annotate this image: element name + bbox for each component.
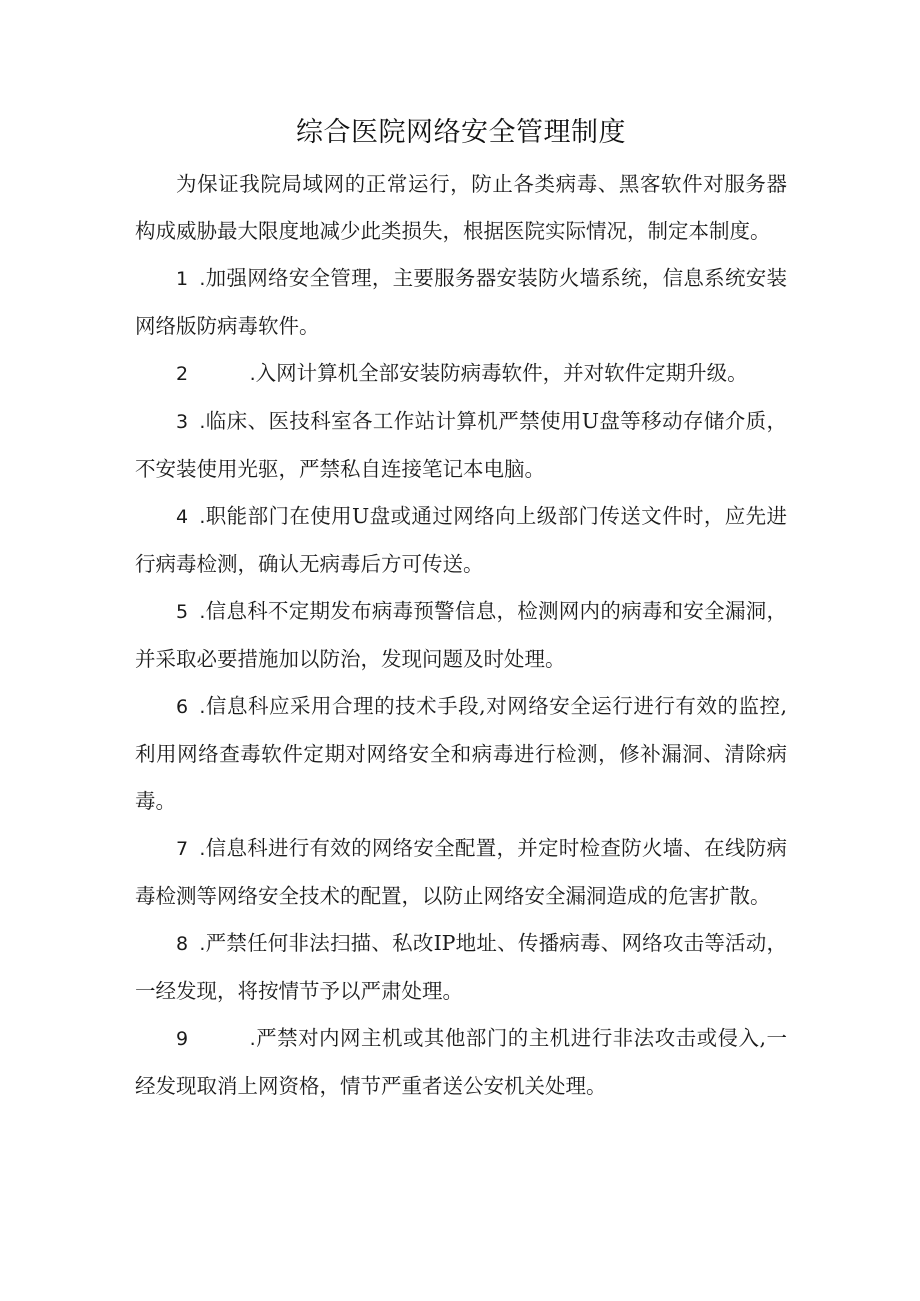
item-separator: . (199, 837, 206, 860)
item-separator: . (199, 410, 206, 433)
numbered-item (135, 1015, 787, 1110)
item-text: 入网计算机全部安装防病毒软件，并对软件定期升级。 (255, 360, 748, 385)
item-separator: . (199, 695, 206, 718)
numbered-item (135, 255, 787, 350)
item-text: 严禁任何非法扫描、私改IP地址、传播病毒、网络攻击等活动，一经发现，将按情节予以严肃处理。 (135, 930, 787, 1003)
item-text: 信息科应采用合理的技术手段,对网络安全运行进行有效的监控,利用网络查毒软件定期对网络安全和病毒进行检测，修补漏洞、清除病毒。 (135, 693, 787, 813)
item-number: 5 (176, 600, 189, 623)
item-number: 6 (176, 695, 189, 718)
item-number: 4 (176, 505, 189, 528)
item-text: 信息科进行有效的网络安全配置，并定时检查防火墙、在线防病毒检测等网络安全技术的配置，以防止网络安全漏洞造成的危害扩散。 (135, 835, 787, 908)
numbered-items-list (135, 255, 787, 1110)
numbered-item (135, 825, 787, 920)
item-separator: . (199, 505, 206, 528)
numbered-item (135, 350, 787, 398)
item-separator: . (249, 1027, 256, 1050)
item-separator: . (249, 362, 256, 385)
item-number: 3 (176, 410, 189, 433)
item-separator: . (199, 267, 206, 290)
item-number: 8 (176, 932, 189, 955)
item-number: 9 (176, 1027, 189, 1050)
numbered-item (135, 398, 787, 493)
numbered-item (135, 493, 787, 588)
item-text: 职能部门在使用U盘或通过网络向上级部门传送文件时，应先进行病毒检测，确认无病毒后方可传送。 (135, 503, 787, 576)
item-number: 2 (176, 362, 189, 385)
item-number: 7 (176, 837, 189, 860)
document-body (135, 100, 787, 1110)
item-separator: . (199, 932, 206, 955)
page-title: 综合医院网络安全管理制度 (296, 117, 626, 148)
item-text: 严禁对内网主机或其他部门的主机进行非法攻击或侵入,一经发现取消上网资格，情节严重者送公安机关处理。 (135, 1025, 787, 1098)
numbered-item (135, 588, 787, 683)
item-text: 信息科不定期发布病毒预警信息，检测网内的病毒和安全漏洞，并采取必要措施加以防治，发现问题及时处理。 (135, 598, 787, 671)
item-number: 1 (176, 267, 189, 290)
item-text: 加强网络安全管理，主要服务器安装防火墙系统，信息系统安装网络版防病毒软件。 (135, 265, 787, 338)
numbered-item (135, 683, 787, 825)
item-separator: . (199, 600, 206, 623)
preamble-paragraph: 为保证我院局域网的正常运行，防止各类病毒、黑客软件对服务器构成威胁最大限度地减少此类损失，根据医院实际情况，制定本制度。 (135, 171, 787, 243)
numbered-item (135, 920, 787, 1015)
item-text: 临床、医技科室各工作站计算机严禁使用U盘等移动存储介质，不安装使用光驱，严禁私自连接笔记本电脑。 (135, 408, 787, 481)
